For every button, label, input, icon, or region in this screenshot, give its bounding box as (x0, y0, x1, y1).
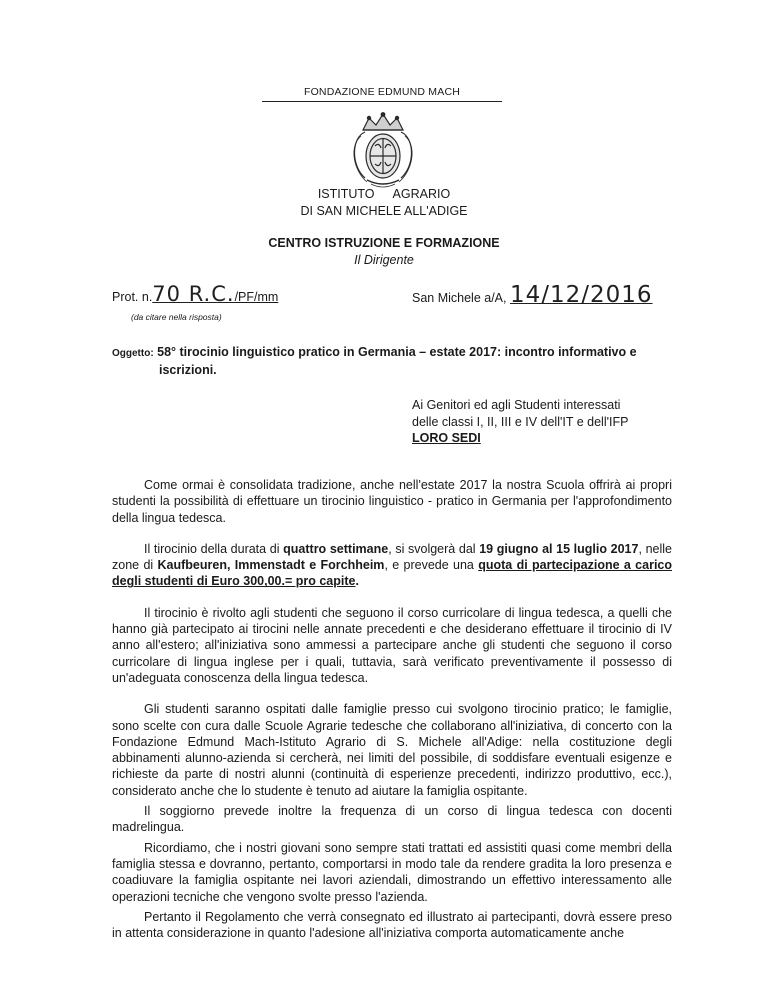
subject-label: Oggetto: (112, 348, 154, 359)
institute-name-line2: DI SAN MICHELE ALL'ADIGE (300, 204, 468, 218)
p2-dates: 19 giugno al 15 luglio 2017 (479, 541, 639, 556)
p2-part-g: , e prevede una (384, 558, 479, 573)
director-role: Il Dirigente (354, 253, 414, 267)
p2-fee: quota di partecipazione a carico degli studenti di Euro 300,00.= pro capite (112, 558, 672, 589)
p2-duration: quattro settimane (283, 541, 389, 556)
protocol-label: Prot. n. (112, 290, 153, 304)
paragraph-6: Ricordiamo, che i nostri giovani sono sempre stati trattati ed assistiti quasi come membri della famiglia stessa e dovranno, pertanto, comportarsi in modo tale da rendere gradita la loro presenza e coadiuvare la famiglia ospitante nei lavori aziendali, dimostrando un effettivo interessamento alle operazioni tecniche che vengono svolte presso l'azienda. (112, 840, 672, 904)
place-label: San Michele a/A, (412, 291, 507, 305)
subject-line1: 58° tirocinio linguistico pratico in Germania – estate 2017: incontro informativo e (157, 345, 637, 359)
recipients-line2: delle classi I, II, III e IV dell'IT e dell'IFP (412, 414, 629, 429)
protocol-line (112, 282, 278, 306)
date-handwritten: 14/12/2016 (509, 282, 653, 308)
recipients-line1: Ai Genitori ed agli Studenti interessati (412, 398, 621, 412)
protocol-number-handwritten: 70 R.C. (152, 282, 235, 306)
institute-word-agrario: AGRARIO (392, 187, 451, 201)
paragraph-1: Come ormai è consolidata tradizione, anche nell'estate 2017 la nostra Scuola offrirà ai propri studenti la possibilità di effettuare un tirocinio linguistico - pratico in Germania per l'approfondimento della lingua tedesca. (112, 478, 672, 525)
recipients-block (412, 397, 628, 447)
subject-line2: iscrizioni. (159, 363, 217, 377)
recipients-line3: LORO SEDI (412, 431, 481, 445)
p2-locations: Kaufbeuren, Immenstadt e Forchheim (157, 558, 385, 573)
paragraph-7: Pertanto il Regolamento che verrà consegnato ed illustrato ai partecipanti, dovrà essere preso in attenta considerazione in quanto l'adesione all'iniziativa comporta automaticamente anche (112, 909, 672, 941)
p2-part-a: Il tirocinio della durata di (144, 541, 284, 556)
letter-body (112, 477, 672, 941)
paragraph-4: Gli studenti saranno ospitati dalle famiglie presso cui svolgono tirocinio pratico; le famiglie, sono scelte con cura dalle Scuole Agrarie tedesche che collaborano all'iniziativa, di concerto con la Fondazione Edmund Mach-Istituto Agrario di S. Michele all'Adige: nella costituzione degli abbinamenti alunno-azienda si cercherà, nei limiti del possibile, di soddisfare eventuali esigenze e richieste da parte di nostri alunni (continuità di esperienze precedenti, indirizzo produttivo, ecc.), considerato anche che lo studente è tenuto ad aiutare la famiglia ospitante. (112, 702, 672, 798)
place-date-line (412, 282, 653, 308)
foundation-name: FONDAZIONE EDMUND MACH (262, 86, 502, 102)
p2-part-e: , nelle zone di (112, 541, 672, 573)
protocol-suffix: /PF/mm (234, 290, 279, 304)
paragraph-2 (112, 541, 672, 590)
protocol-note: (da citare nella risposta) (131, 312, 222, 322)
institute-seal-icon (349, 112, 417, 188)
centre-name: CENTRO ISTRUZIONE E FORMAZIONE (268, 236, 500, 250)
institute-name-line1 (0, 187, 768, 201)
subject-block (112, 344, 672, 379)
p2-part-c: , si svolgerà dal (388, 541, 480, 556)
paragraph-3: Il tirocinio è rivolto agli studenti che seguono il corso curricolare di lingua tedesca, a quelli che hanno già partecipato ai tirocini nelle annate precedenti e che desiderano effettuare il tirocinio di IV anno all'estero; all'iniziativa sono ammessi a partecipare anche gli studenti che seguono il corso curricolare di lingua inglese per i quali, tuttavia, sarà verificato preventivamente il possesso di un'adeguata conoscenza della lingua tedesca. (112, 605, 672, 685)
institute-word-istituto: ISTITUTO (317, 187, 375, 201)
p2-part-i: . (355, 574, 359, 589)
paragraph-5: Il soggiorno prevede inoltre la frequenza di un corso di lingua tedesca con docenti madrelingua. (112, 804, 672, 835)
